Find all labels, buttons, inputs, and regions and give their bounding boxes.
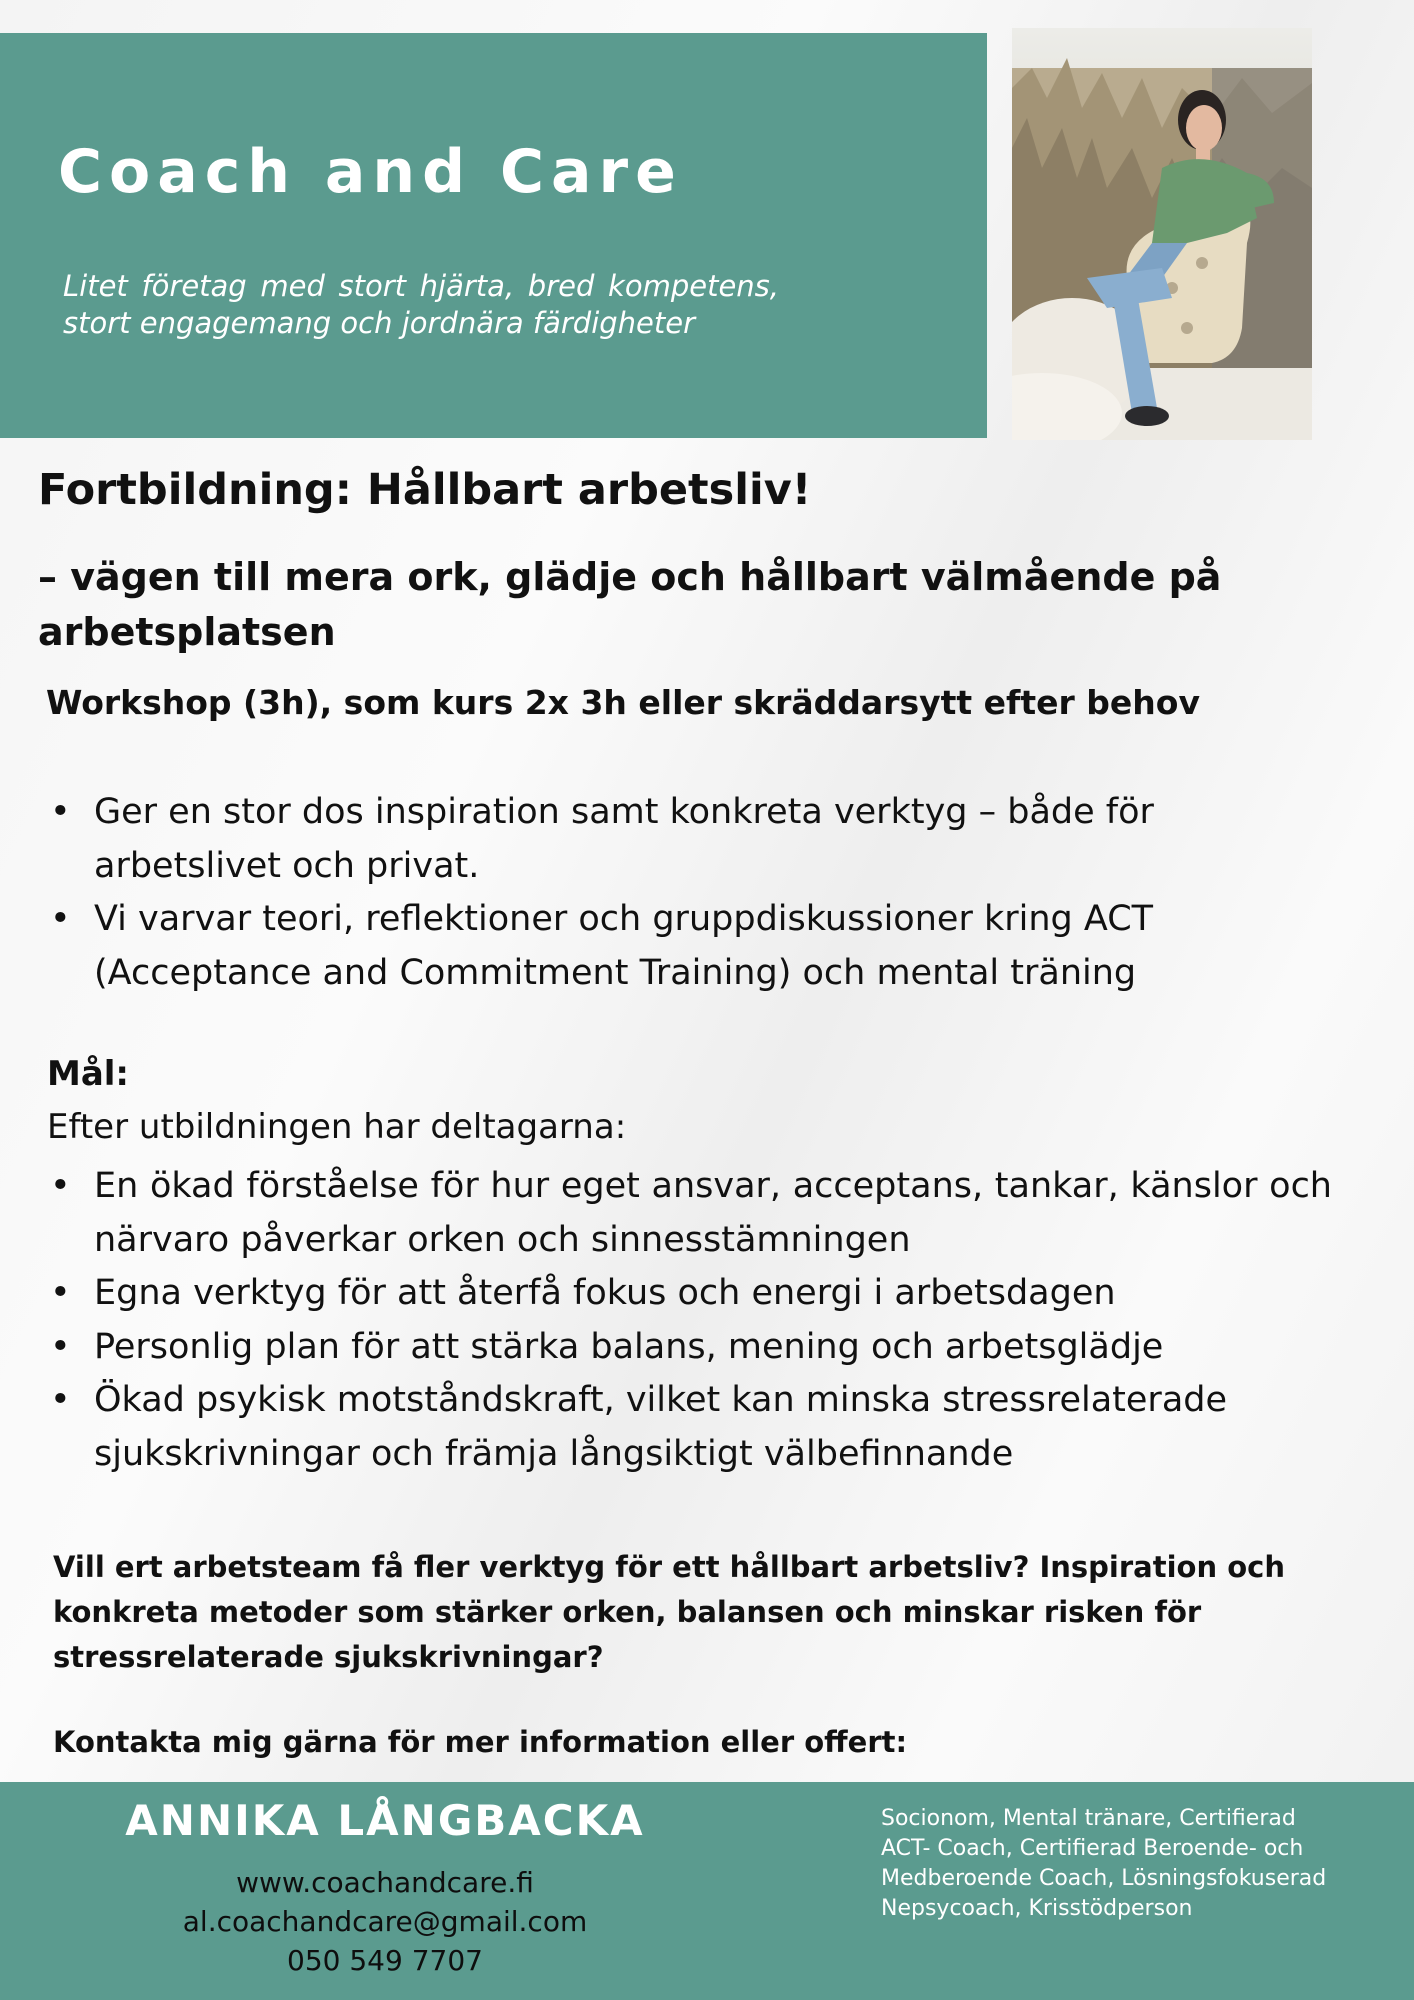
list-item: • Ökad psykisk motståndskraft, vilket kan minska stressrelaterade sjukskrivningar och främja långsiktigt välbefinnande [46,1374,1332,1481]
list-item: • Vi varvar teori, reflektioner och gruppdiskussioner kring ACT (Acceptance and Commitment Training) och mental träning [46,893,1296,1000]
goals-list [46,1160,1332,1481]
list-item: • En ökad förståelse för hur eget ansvar, acceptans, tankar, känslor och närvaro påverkar orken och sinnesstämningen [46,1160,1332,1267]
brand-tagline: Litet företag med stort hjärta, bred kompetens, stort engagemang och jordnära färdigheter [63,269,779,340]
contact-prompt: Kontakta mig gärna för mer information eller offert: [53,1725,908,1759]
brand-title: Coach and Care [58,137,683,207]
goals-intro: Efter utbildningen har deltagarna: [47,1107,627,1147]
footer [0,1782,1414,2000]
page-subtitle: – vägen till mera ork, glädje och hållbart välmående på arbetsplatsen [38,555,1222,654]
list-item: • Ger en stor dos inspiration samt konkreta verktyg – både för arbetslivet och privat. [46,786,1296,893]
list-item: • Personlig plan för att stärka balans, mening och arbetsglädje [46,1321,1332,1375]
portrait-photo-icon [1012,28,1312,440]
portrait-photo [1012,28,1312,440]
course-format: Workshop (3h), som kurs 2x 3h eller skräddarsytt efter behov [46,683,1200,722]
list-item: • Egna verktyg för att återfå fokus och energi i arbetsdagen [46,1267,1332,1321]
page-title: Fortbildning: Hållbart arbetsliv! [38,465,812,515]
intro-list [46,786,1296,1000]
contact-name: ANNIKA LÅNGBACKA [125,1796,645,1845]
website-link[interactable]: www.coachandcare.fi [236,1866,534,1899]
phone-number[interactable]: 050 549 7707 [287,1944,483,1977]
goals-label: Mål: [47,1054,130,1094]
credentials: Socionom, Mental tränare, Certifierad ACT- Coach, Certifierad Beroende- och Medberoende Coach, Lösningsfokuserad Nepsycoach, Krisstödperson [881,1806,1327,1921]
call-to-action: Vill ert arbetsteam få fler verktyg för ett hållbart arbetsliv? Inspiration och konkreta metoder som stärker orken, balansen och minskar risken för stressrelaterade sjukskrivningar? [53,1550,1285,1674]
header-banner [0,33,987,438]
email-link[interactable]: al.coachandcare@gmail.com [182,1905,588,1938]
